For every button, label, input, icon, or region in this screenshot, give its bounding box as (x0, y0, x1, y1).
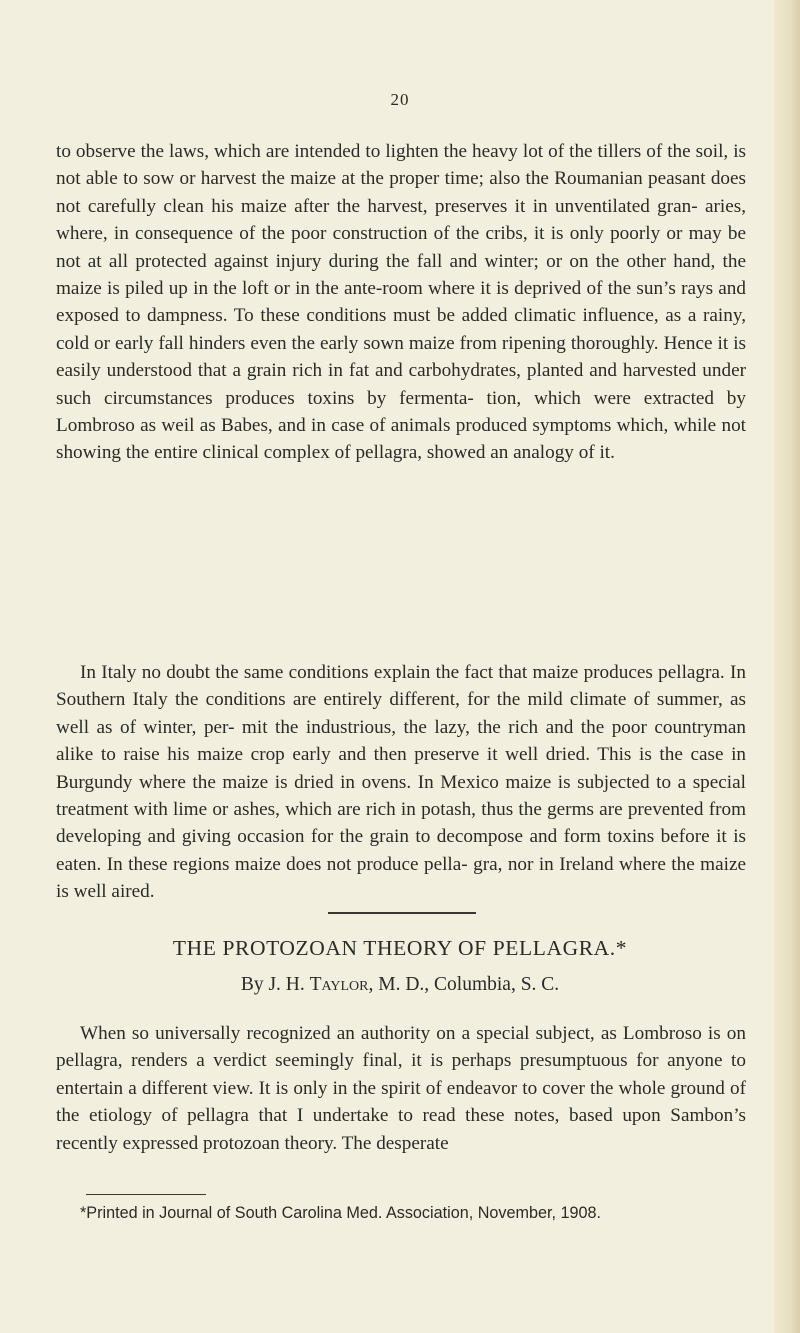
article-paragraph: When so universally recognized an authority on a special subject, as Lombroso is on pellagra, renders a verdict seemingly final, it is perhaps presumptuous for anyone to entertain a different view. It is only in the spirit of endeavor to cover the whole ground of the etiology of pellagra that I undertake to read these notes, based upon Sambon’s recently expressed protozoan theory. The desperate (56, 1023, 746, 1154)
article-byline (0, 974, 800, 996)
paragraph-continued: to observe the laws, which are intended to lighten the heavy lot of the tillers of the soil, is not able to sow or harvest the maize at the proper time; also the Roumanian peasant does not carefully clean his maize after the harvest, preserves it in unventilated gran- aries, where, in consequence of the poor construction of the cribs, it is only poorly or may be not at all protected against injury during the fall and winter; or on the other hand, the maize is piled up in the loft or in the ante-room where it is deprived of the sun’s rays and exposed to dampness. To these conditions must be added climatic influence, as a rainy, cold or early fall hinders even the early sown maize from ripening thoroughly. Hence it is easily understood that a grain rich in fat and carbohydrates, planted and harvested under such circumstances produces toxins by fermenta- tion, which were extracted by Lombroso as weil as Babes, and in case of animals produced symptoms which, while not showing the entire clinical complex of pellagra, showed an analogy of it. (56, 141, 746, 464)
body-text-continued (56, 138, 746, 467)
footnote-divider (86, 1194, 206, 1195)
page-number: 20 (390, 90, 410, 109)
section-divider (328, 912, 476, 914)
page-edge-shadow (774, 0, 800, 1333)
article-title: THE PROTOZOAN THEORY OF PELLAGRA.* (172, 936, 628, 960)
body-text-italy (56, 659, 746, 906)
footnote: *Printed in Journal of South Carolina Med. Association, November, 1908. (80, 1204, 601, 1222)
byline-prefix: By J. H. (240, 974, 305, 995)
byline-author-name: Taylor (309, 974, 369, 995)
article-body (56, 1020, 746, 1157)
paragraph-italy: In Italy no doubt the same conditions explain the fact that maize produces pellagra. In Southern Italy the conditions are entirely different, for the mild climate of summer, as well as of winter, per- mit the industrious, the lazy, the rich and the poor countryman alike to raise his maize crop early and then preserve it well dried. This is the case in Burgundy where the maize is dried in ovens. In Mexico maize is subjected to a special treatment with lime or ashes, which are rich in potash, thus the germs are prevented from developing and giving occasion for the grain to decompose and form toxins before it is eaten. In these regions maize does not produce pella- gra, nor in Ireland where the maize is well aired. (56, 662, 746, 903)
byline-suffix: , M. D., Columbia, S. C. (368, 974, 560, 995)
